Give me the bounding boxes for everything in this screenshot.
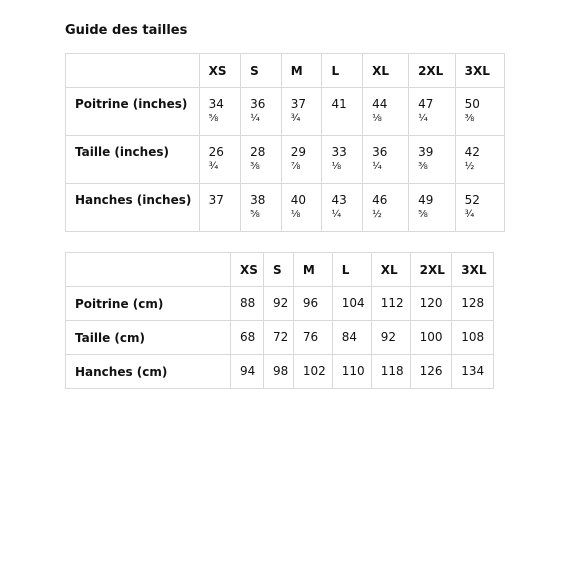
size-header: 3XL — [452, 253, 494, 287]
value-cell: 36 ¼ — [241, 88, 282, 136]
value-cell: 104 — [332, 287, 371, 321]
value-cell: 100 — [410, 321, 452, 355]
size-header: XS — [199, 54, 241, 88]
table-row — [66, 355, 494, 389]
value-cell: 118 — [371, 355, 410, 389]
value-cell: 41 — [322, 88, 363, 136]
value-cell: 29 ⅞ — [281, 136, 322, 184]
value-cell: 126 — [410, 355, 452, 389]
value-cell: 120 — [410, 287, 452, 321]
value-cell: 92 — [371, 321, 410, 355]
row-label: Poitrine (inches) — [66, 88, 200, 136]
value-cell: 47 ¼ — [409, 88, 456, 136]
value-cell: 42 ½ — [455, 136, 504, 184]
header-row — [66, 253, 494, 287]
value-cell: 52 ¾ — [455, 184, 504, 232]
table-row — [66, 184, 505, 232]
value-cell: 134 — [452, 355, 494, 389]
row-label: Hanches (inches) — [66, 184, 200, 232]
table-row — [66, 136, 505, 184]
value-cell: 43 ¼ — [322, 184, 363, 232]
value-cell: 33 ⅛ — [322, 136, 363, 184]
value-cell: 96 — [293, 287, 332, 321]
value-cell: 108 — [452, 321, 494, 355]
value-cell: 26 ¾ — [199, 136, 241, 184]
row-label: Taille (cm) — [66, 321, 231, 355]
value-cell: 49 ⅝ — [409, 184, 456, 232]
table-row — [66, 287, 494, 321]
value-cell: 110 — [332, 355, 371, 389]
value-cell: 39 ⅜ — [409, 136, 456, 184]
value-cell: 40 ⅛ — [281, 184, 322, 232]
value-cell: 76 — [293, 321, 332, 355]
page-title: Guide des tailles — [65, 23, 188, 38]
value-cell: 50 ⅜ — [455, 88, 504, 136]
header-row — [66, 54, 505, 88]
value-cell: 68 — [231, 321, 264, 355]
value-cell: 112 — [371, 287, 410, 321]
size-header: XL — [371, 253, 410, 287]
value-cell: 37 — [199, 184, 241, 232]
value-cell: 28 ⅜ — [241, 136, 282, 184]
size-header: 3XL — [455, 54, 504, 88]
size-header: XL — [363, 54, 409, 88]
header-blank-cell — [66, 253, 231, 287]
size-header: L — [322, 54, 363, 88]
size-header: 2XL — [409, 54, 456, 88]
value-cell: 88 — [231, 287, 264, 321]
size-header: M — [281, 54, 322, 88]
value-cell: 44 ⅛ — [363, 88, 409, 136]
size-header: L — [332, 253, 371, 287]
value-cell: 92 — [263, 287, 293, 321]
size-table-inches — [65, 53, 505, 232]
table-row — [66, 321, 494, 355]
size-header: 2XL — [410, 253, 452, 287]
value-cell: 128 — [452, 287, 494, 321]
value-cell: 84 — [332, 321, 371, 355]
size-table-cm — [65, 252, 494, 389]
size-header: S — [241, 54, 282, 88]
value-cell: 98 — [263, 355, 293, 389]
row-label: Poitrine (cm) — [66, 287, 231, 321]
value-cell: 37 ¾ — [281, 88, 322, 136]
size-header: M — [293, 253, 332, 287]
value-cell: 94 — [231, 355, 264, 389]
value-cell: 34 ⅝ — [199, 88, 241, 136]
value-cell: 36 ¼ — [363, 136, 409, 184]
value-cell: 102 — [293, 355, 332, 389]
value-cell: 38 ⅝ — [241, 184, 282, 232]
row-label: Hanches (cm) — [66, 355, 231, 389]
value-cell: 72 — [263, 321, 293, 355]
row-label: Taille (inches) — [66, 136, 200, 184]
header-blank-cell — [66, 54, 200, 88]
value-cell: 46 ½ — [363, 184, 409, 232]
size-header: S — [263, 253, 293, 287]
size-header: XS — [231, 253, 264, 287]
table-row — [66, 88, 505, 136]
